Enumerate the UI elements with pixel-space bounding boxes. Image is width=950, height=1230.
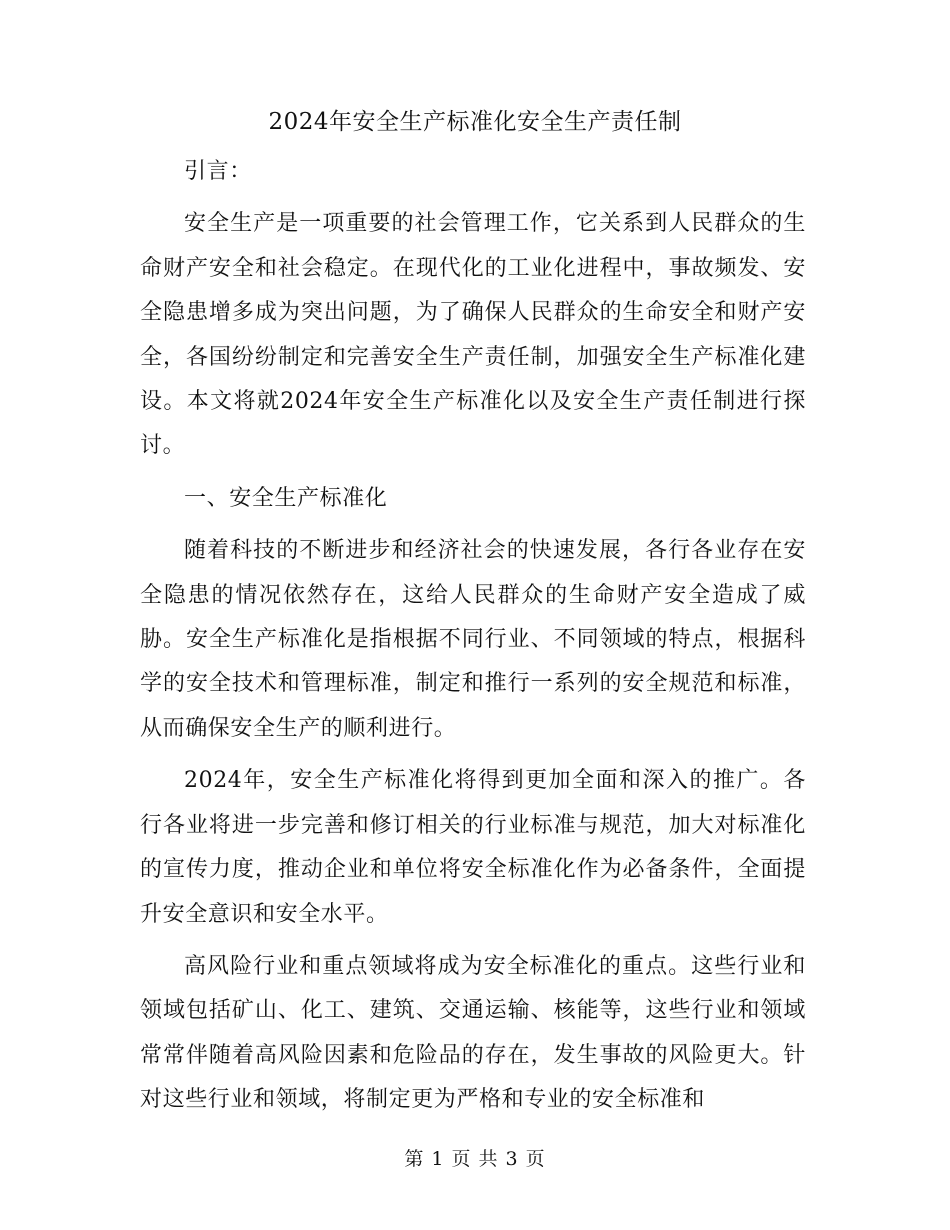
document-body [140,150,806,1123]
paragraph-intro-heading: 引言： [184,159,252,184]
page-footer: 第 1 页 共 3 页 [404,1148,546,1170]
paragraph-2024-promotion: 2024年，安全生产标准化将得到更加全面和深入的推广。各行各业将进一步完善和修订相关的行业标准与规范，加大对标准化的宣传力度，推动企业和单位将安全标准化作为必备条件，全面提升安全意识和安全水平。 [140,768,806,927]
document-title: 2024年安全生产标准化安全生产责任制 [268,109,682,135]
paragraph-standardization-definition: 随着科技的不断进步和经济社会的快速发展，各行各业存在安全隐患的情况依然存在，这给人民群众的生命财产安全造成了威胁。安全生产标准化是指根据不同行业、不同领域的特点，根据科学的安全技术和管理标准，制定和推行一系列的安全规范和标准，从而确保安全生产的顺利进行。 [140,538,806,741]
section-heading-1: 一、安全生产标准化 [184,485,388,511]
paragraph-intro: 安全生产是一项重要的社会管理工作，它关系到人民群众的生命财产安全和社会稳定。在现代化的工业化进程中，事故频发、安全隐患增多成为突出问题，为了确保人民群众的生命安全和财产安全，各国纷纷制定和完善安全生产责任制，加强安全生产标准化建设。本文将就2024年安全生产标准化以及安全生产责任制进行探讨。 [140,211,806,459]
paragraph-high-risk-industries: 高风险行业和重点领域将成为安全标准化的重点。这些行业和领域包括矿山、化工、建筑、交通运输、核能等，这些行业和领域常常伴随着高风险因素和危险品的存在，发生事故的风险更大。针对这些行业和领域，将制定更为严格和专业的安全标准和 [140,953,806,1113]
